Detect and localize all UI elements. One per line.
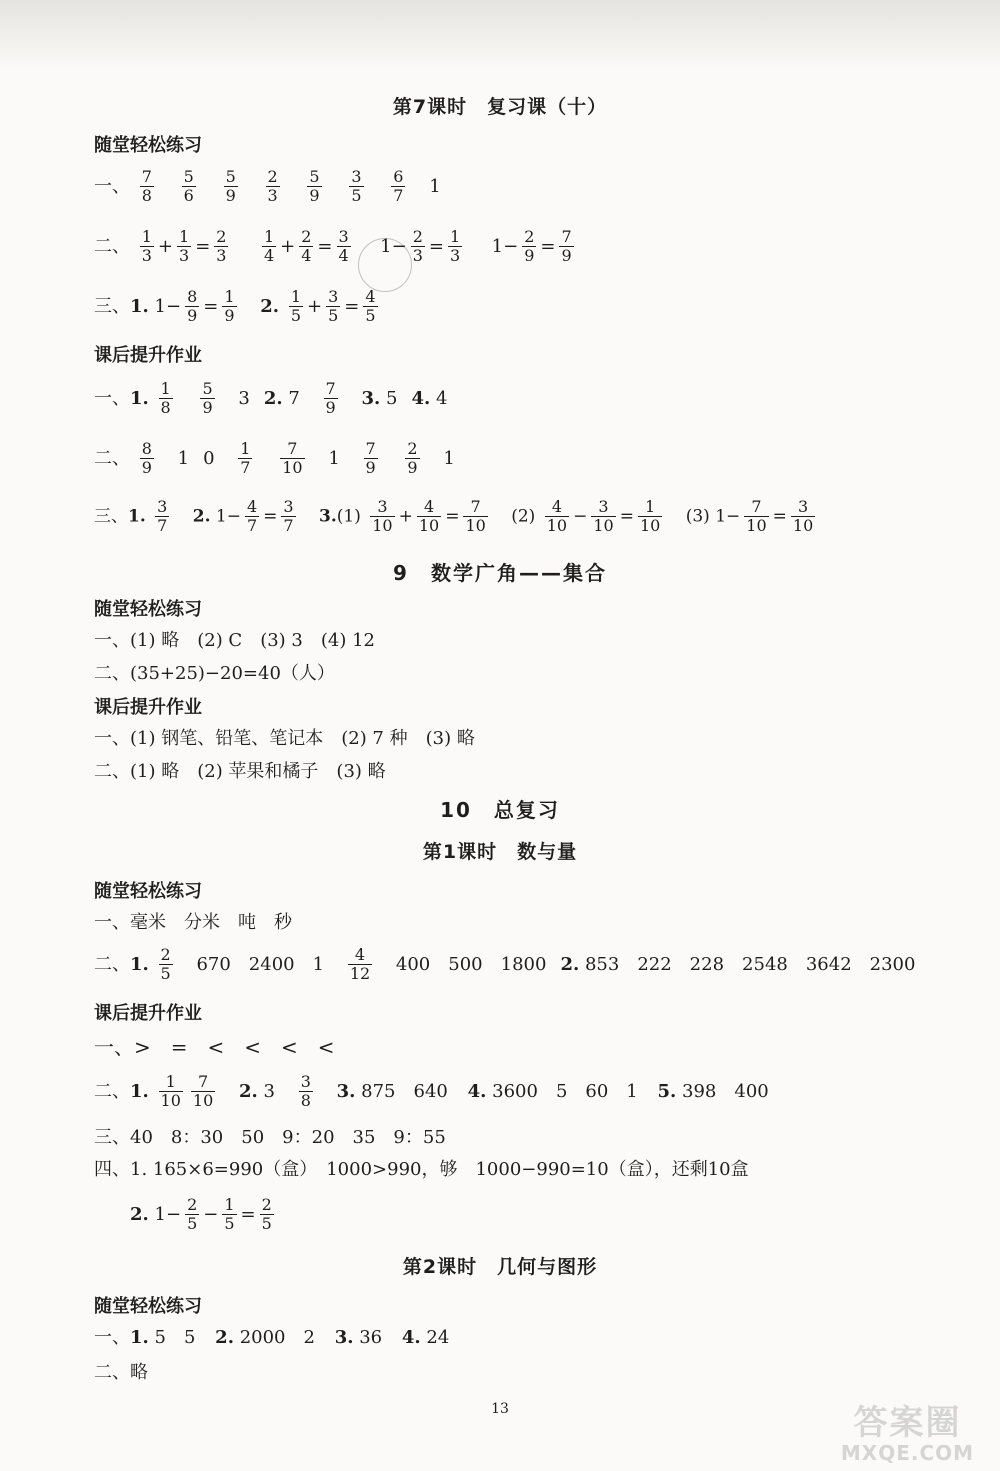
fraction: $\frac{5}{9}$ — [309, 167, 320, 206]
answer-line-5: 二、 $\frac{8}{9}$ 1 0 $\frac{1}{7}$ $\frac{7}{10}$ 1 $\frac{7}{9}$ $\frac{2}{9}$ 1 — [94, 439, 455, 478]
answer-line-9c: 一、(1) 钢笔、铅笔、笔记本 (2) 7 种 (3) 略 — [94, 728, 475, 749]
fraction: $\frac{3}{5}$ — [351, 167, 362, 206]
fraction: $\frac{7}{8}$ — [141, 167, 152, 206]
section-homework: 课后提升作业 — [94, 697, 202, 718]
section-practice: 随堂轻松练习 — [94, 599, 202, 620]
answer-line-6: 三、1. $\frac{3}{7}$ 2. 1− $\frac{4}{7}$ = $\frac{3}{7}$ 3.(1) $\frac{3}{10}$ + $\frac{4}{10}$ = $\frac{7}{10}$ (2) $\frac{4}{10}$ − $\frac{3}{10}$ = $\frac{1}{10}$ (3) 1− $\frac{7}{10}$ = $\frac{3}{10}$ — [94, 497, 814, 536]
answer-line-r2: 二、1. $\frac{2}{5}$ 670 2400 1 $\frac{4}{12}$ 400 500 1800 2. 853 222 228 2548 3642 2300 — [94, 945, 916, 984]
answer-line-r5: 三、40 8：30 50 9：20 35 9：55 — [94, 1127, 446, 1148]
page-number: 13 — [491, 1401, 509, 1417]
chapter-heading-9: 9 数学广角——集合 — [393, 561, 607, 585]
chapter-heading-10: 10 总复习 — [440, 798, 560, 822]
fraction: $\frac{5}{9}$ — [225, 167, 236, 206]
answer-line-g2: 二、略 — [94, 1362, 148, 1383]
section-homework: 课后提升作业 — [94, 1003, 202, 1024]
answer-line-3: 三、1. 1− $\frac{8}{9}$ = $\frac{1}{9}$ 2. $\frac{1}{5}$ + $\frac{3}{5}$ = $\frac{4}{5}$ — [94, 287, 376, 326]
item-prefix: 一、 — [94, 175, 130, 197]
section-practice: 随堂轻松练习 — [94, 135, 202, 156]
answer-line-9d: 二、(1) 略 (2) 苹果和橘子 (3) 略 — [94, 761, 386, 782]
answer-line-1: 一、 $\frac{7}{8}$ $\frac{5}{6}$ $\frac{5}{9}$ $\frac{2}{3}$ $\frac{5}{9}$ $\frac{3}{5}$ $\frac{6}{7}$ 1 — [94, 167, 441, 206]
answer-line-r3: 一、> = < < < < — [94, 1035, 335, 1059]
answer-line-4: 一、1. $\frac{1}{8}$ $\frac{5}{9}$ 3 2. 7 $\frac{7}{9}$ 3. 5 4. 4 — [94, 379, 448, 418]
fraction: $\frac{6}{7}$ — [393, 167, 404, 206]
section-practice: 随堂轻松练习 — [94, 881, 202, 902]
answer-line-r6: 四、1. 165×6=990（盒） 1000>990，够 1000−990=10（盒），还剩10盒 — [94, 1159, 749, 1180]
answer-line-9b: 二、(35+25)−20=40（人） — [94, 663, 335, 684]
answer-line-r7: 2. 1− $\frac{2}{5}$ − $\frac{1}{5}$ = $\frac{2}{5}$ — [130, 1195, 272, 1234]
answer-line-2: 二、 $\frac{1}{3}$ + $\frac{1}{3}$ = $\frac{2}{3}$ $\frac{1}{4}$ + $\frac{2}{4}$ = $\frac{3}{4}$ 1− $\frac{2}{3}$ = $\frac{1}{3}$ 1− $\frac{2}{9}$ = $\frac{7}{9}$ — [94, 227, 572, 266]
answer-line-r4: 二、1. $\frac{1}{10}$ $\frac{7}{10}$ 2. 3 $\frac{3}{8}$ 3. 875 640 4. 3600 5 60 1 5. 398 400 — [94, 1072, 769, 1111]
section-practice: 随堂轻松练习 — [94, 1296, 202, 1317]
answer-line-r1: 一、毫米 分米 吨 秒 — [94, 912, 292, 933]
section-homework: 课后提升作业 — [94, 345, 202, 366]
fraction: $\frac{2}{3}$ — [267, 167, 278, 206]
fraction: $\frac{5}{6}$ — [183, 167, 194, 206]
lesson-heading: 第2课时 几何与图形 — [402, 1256, 598, 1278]
watermark-logo: 答案圈 MXQE.COM — [840, 1403, 975, 1465]
lesson-heading: 第1课时 数与量 — [422, 841, 578, 863]
answer-line-g1: 一、1. 5 5 2. 2000 2 3. 36 4. 24 — [94, 1327, 450, 1348]
answer-line-9a: 一、(1) 略 (2) C (3) 3 (4) 12 — [94, 630, 376, 651]
lesson-heading: 第7课时 复习课（十） — [392, 96, 608, 118]
